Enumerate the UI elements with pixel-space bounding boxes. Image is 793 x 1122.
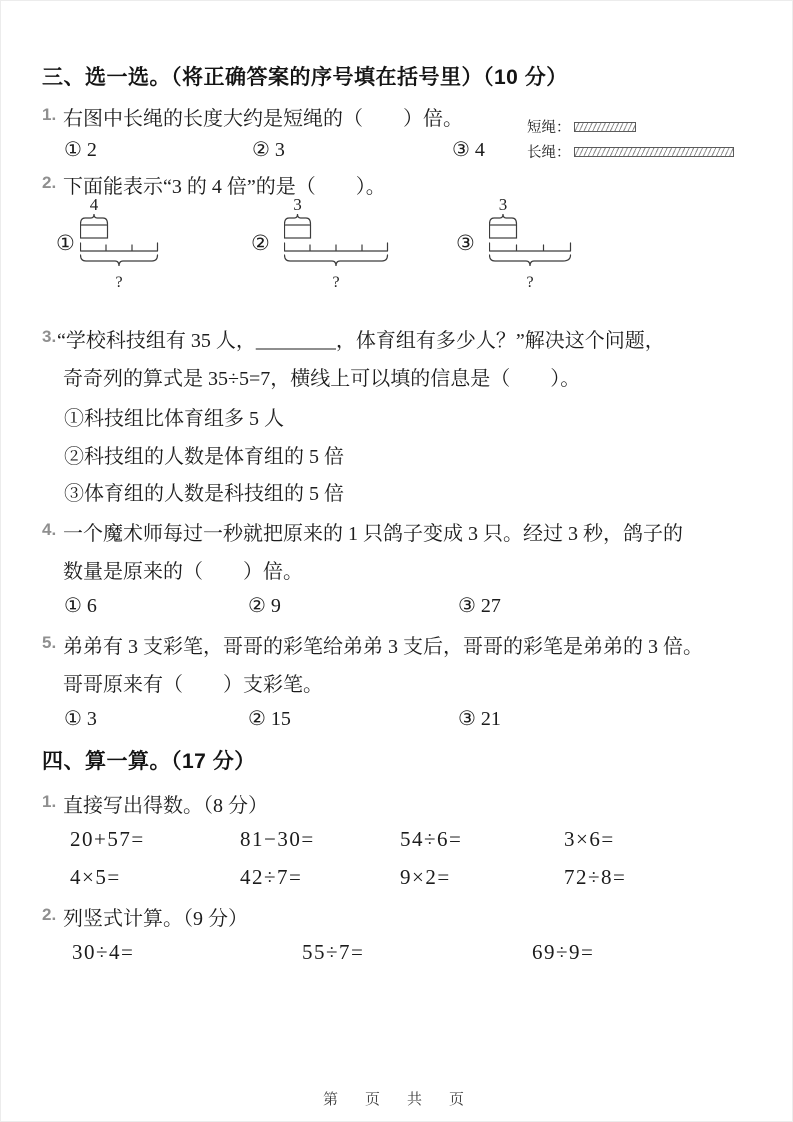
diagram3-circle-number: ③ [456,231,475,255]
column-eq-2: 55÷7= [302,940,365,964]
diagram1-top-value: 4 [89,196,99,214]
diagram1-question-mark: ? [115,274,123,291]
q3-number: 3. [42,327,57,346]
q1-option-3: ③ 4 [452,139,485,161]
oral-eq-7: 9×2= [400,865,451,889]
oral-eq-6: 42÷7= [240,865,303,889]
q2-text: 下面能表示“3 的 4 倍”的是（ ）。 [63,176,386,198]
column-eq-1: 30÷4= [72,940,135,964]
s4-sub1-number: 1. [42,792,57,811]
q4-option-1: ① 6 [64,595,97,617]
short-rope-bar [574,122,636,132]
oral-eq-8: 72÷8= [564,865,627,889]
s4-sub2-text: 列竖式计算。（9 分） [63,908,248,930]
diagram2-question-mark: ? [332,274,340,291]
section-3-heading: 三、选一选。（将正确答案的序号填在括号里）（10 分） [42,66,568,89]
q2-number: 2. [42,173,57,192]
oral-eq-1: 20+57= [70,827,145,851]
diagram1-segment-bar [81,243,158,251]
oral-eq-5: 4×5= [70,865,121,889]
column-eq-3: 69÷9= [532,940,595,964]
diagram1-unit-box [81,225,108,238]
diagram3-segment-bar [490,243,571,251]
q4-text-line2: 数量是原来的（ ）倍。 [63,561,303,583]
s4-sub2-number: 2. [42,905,57,924]
q5-option-1: ① 3 [64,708,97,730]
q5-option-3: ③ 21 [458,708,501,730]
q5-text-line2: 哥哥原来有（ ）支彩笔。 [63,674,323,696]
diagram1-bottom-brace [81,255,158,266]
diagram2-circle-number: ② [251,231,270,255]
q4-option-2: ② 9 [248,595,281,617]
q3-text-line2: 奇奇列的算式是 35÷5=7，横线上可以填的信息是（ ）。 [63,368,581,390]
q3-option-2: ②科技组的人数是体育组的 5 倍 [64,446,344,468]
tape-diagram-1 [80,196,159,291]
long-rope-bar [574,147,734,157]
q5-option-2: ② 15 [248,708,291,730]
diagram1-top-brace [81,214,108,224]
tape-diagram-2 [284,196,389,291]
q4-number: 4. [42,520,57,539]
diagram3-top-brace [490,214,517,224]
q1-text: 右图中长绳的长度大约是短绳的（ ）倍。 [63,108,463,130]
diagram2-top-brace [285,214,311,224]
diagram1-circle-number: ① [56,231,75,255]
s4-sub1-text: 直接写出得数。（8 分） [63,795,268,817]
diagram2-segment-bar [285,243,388,251]
q1-option-2: ② 3 [252,139,285,161]
long-rope-label: 长绳： [527,145,571,161]
q3-option-1: ①科技组比体育组多 5 人 [64,408,284,430]
diagram3-unit-box [490,225,517,238]
diagram2-bottom-brace [285,255,388,266]
diagram3-bottom-brace [490,255,571,266]
tape-diagram-3 [489,196,572,291]
q4-option-3: ③ 27 [458,595,501,617]
diagram2-top-value: 3 [293,196,302,214]
q3-text-line1: “学校科技组有 35 人，________，体育组有多少人？”解决这个问题， [57,330,665,352]
section-4-heading: 四、算一算。（17 分） [42,750,256,773]
oral-eq-2: 81−30= [240,827,315,851]
diagram3-question-mark: ? [526,274,534,291]
page-footer: 第 页 共 页 [322,1091,470,1108]
q3-option-3: ③体育组的人数是科技组的 5 倍 [64,483,344,505]
short-rope-label: 短绳： [527,120,571,136]
q5-text-line1: 弟弟有 3 支彩笔，哥哥的彩笔给弟弟 3 支后，哥哥的彩笔是弟弟的 3 倍。 [63,636,703,658]
oral-eq-3: 54÷6= [400,827,463,851]
diagram2-unit-box [285,225,311,238]
q1-number: 1. [42,105,57,124]
diagram3-top-value: 3 [498,196,508,214]
q1-option-1: ① 2 [64,139,97,161]
q5-number: 5. [42,633,57,652]
q4-text-line1: 一个魔术师每过一秒就把原来的 1 只鸽子变成 3 只。经过 3 秒，鸽子的 [63,523,683,545]
oral-eq-4: 3×6= [564,827,615,851]
